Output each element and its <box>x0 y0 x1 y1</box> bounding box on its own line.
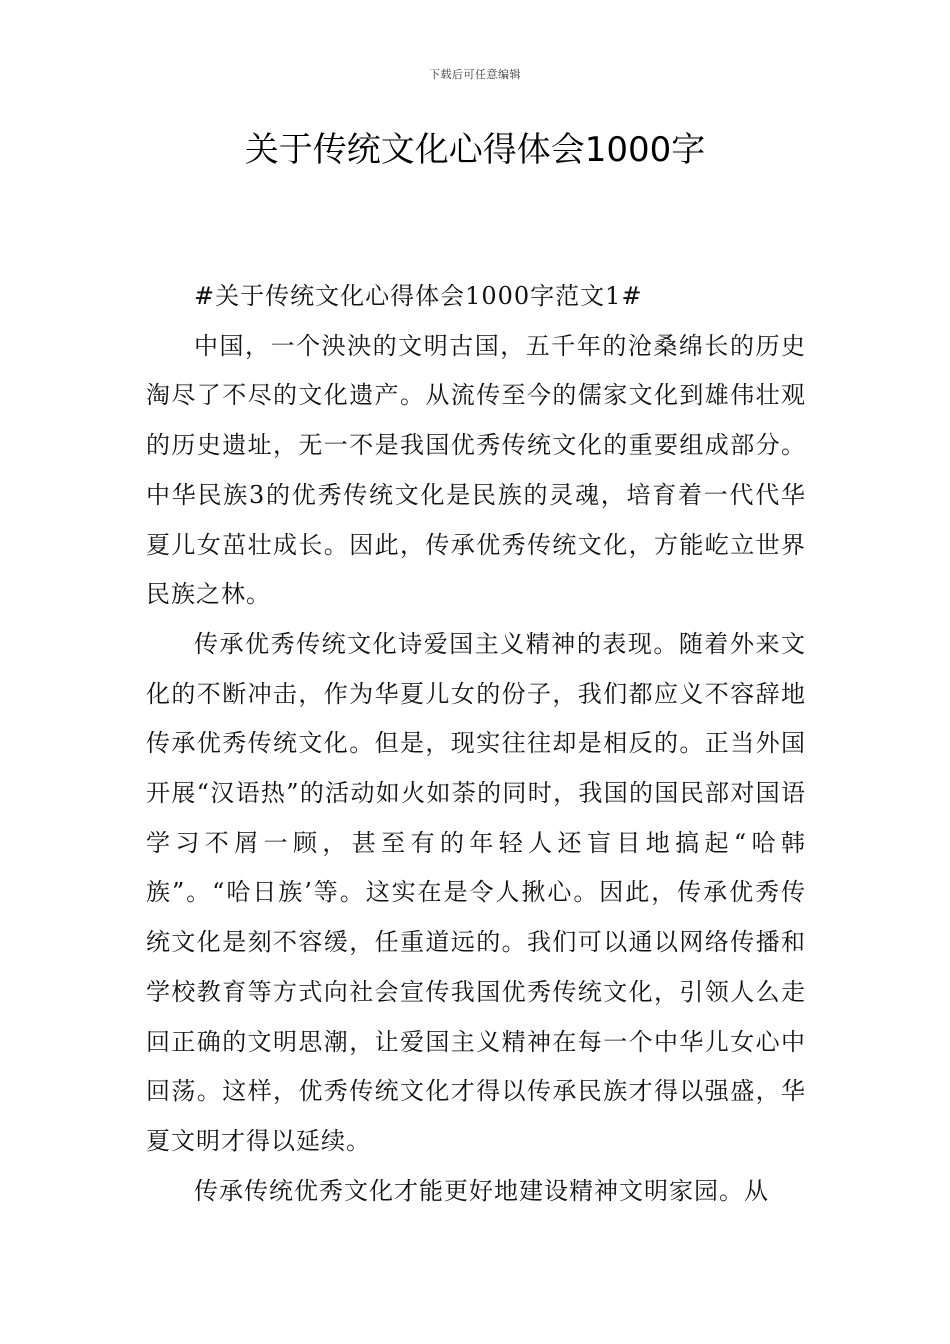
paragraph: 传承优秀传统文化诗爱国主义精神的表现。随着外来文化的不断冲击，作为华夏儿女的份子，我们都应义不容辞地传承优秀传统文化。但是，现实往往却是相反的。正当外国开展“汉语热”的活动如火如荼的同时，我国的国民部对国语学习不屑一顾，甚至有的年轻人还盲目地搞起“哈韩族”。“哈日族’等。这实在是令人揪心。因此，传承优秀传统文化是刻不容缓，任重道远的。我们可以通以网络传播和学校教育等方式向社会宣传我国优秀传统文化，引领人么走回正确的文明思潮，让爱国主义精神在每一个中华儿女心中回荡。这样，优秀传统文化才得以传承民族才得以强盛，华夏文明才得以延续。 <box>146 629 806 1155</box>
section-heading: #关于传统文化心得体会1000字范文1# <box>194 282 643 310</box>
header-note: 下载后可任意编辑 <box>429 68 521 81</box>
paragraph: 传承传统优秀文化才能更好地建设精神文明家园。从 <box>194 1176 769 1205</box>
paragraph: 中国，一个泱泱的文明古国，五千年的沧桑绵长的历史淘尽了不尽的文化遗产。从流传至今的儒家文化到雄伟壮观的历史遗址，无一不是我国优秀传统文化的重要组成部分。中华民族3的优秀传统文化是民族的灵魂，培育着一代代华夏儿女茁壮成长。因此，传承优秀传统文化，方能屹立世界民族之林。 <box>146 331 806 609</box>
document-title: 关于传统文化心得体会1000字 <box>244 130 706 170</box>
document-body <box>146 272 806 1216</box>
